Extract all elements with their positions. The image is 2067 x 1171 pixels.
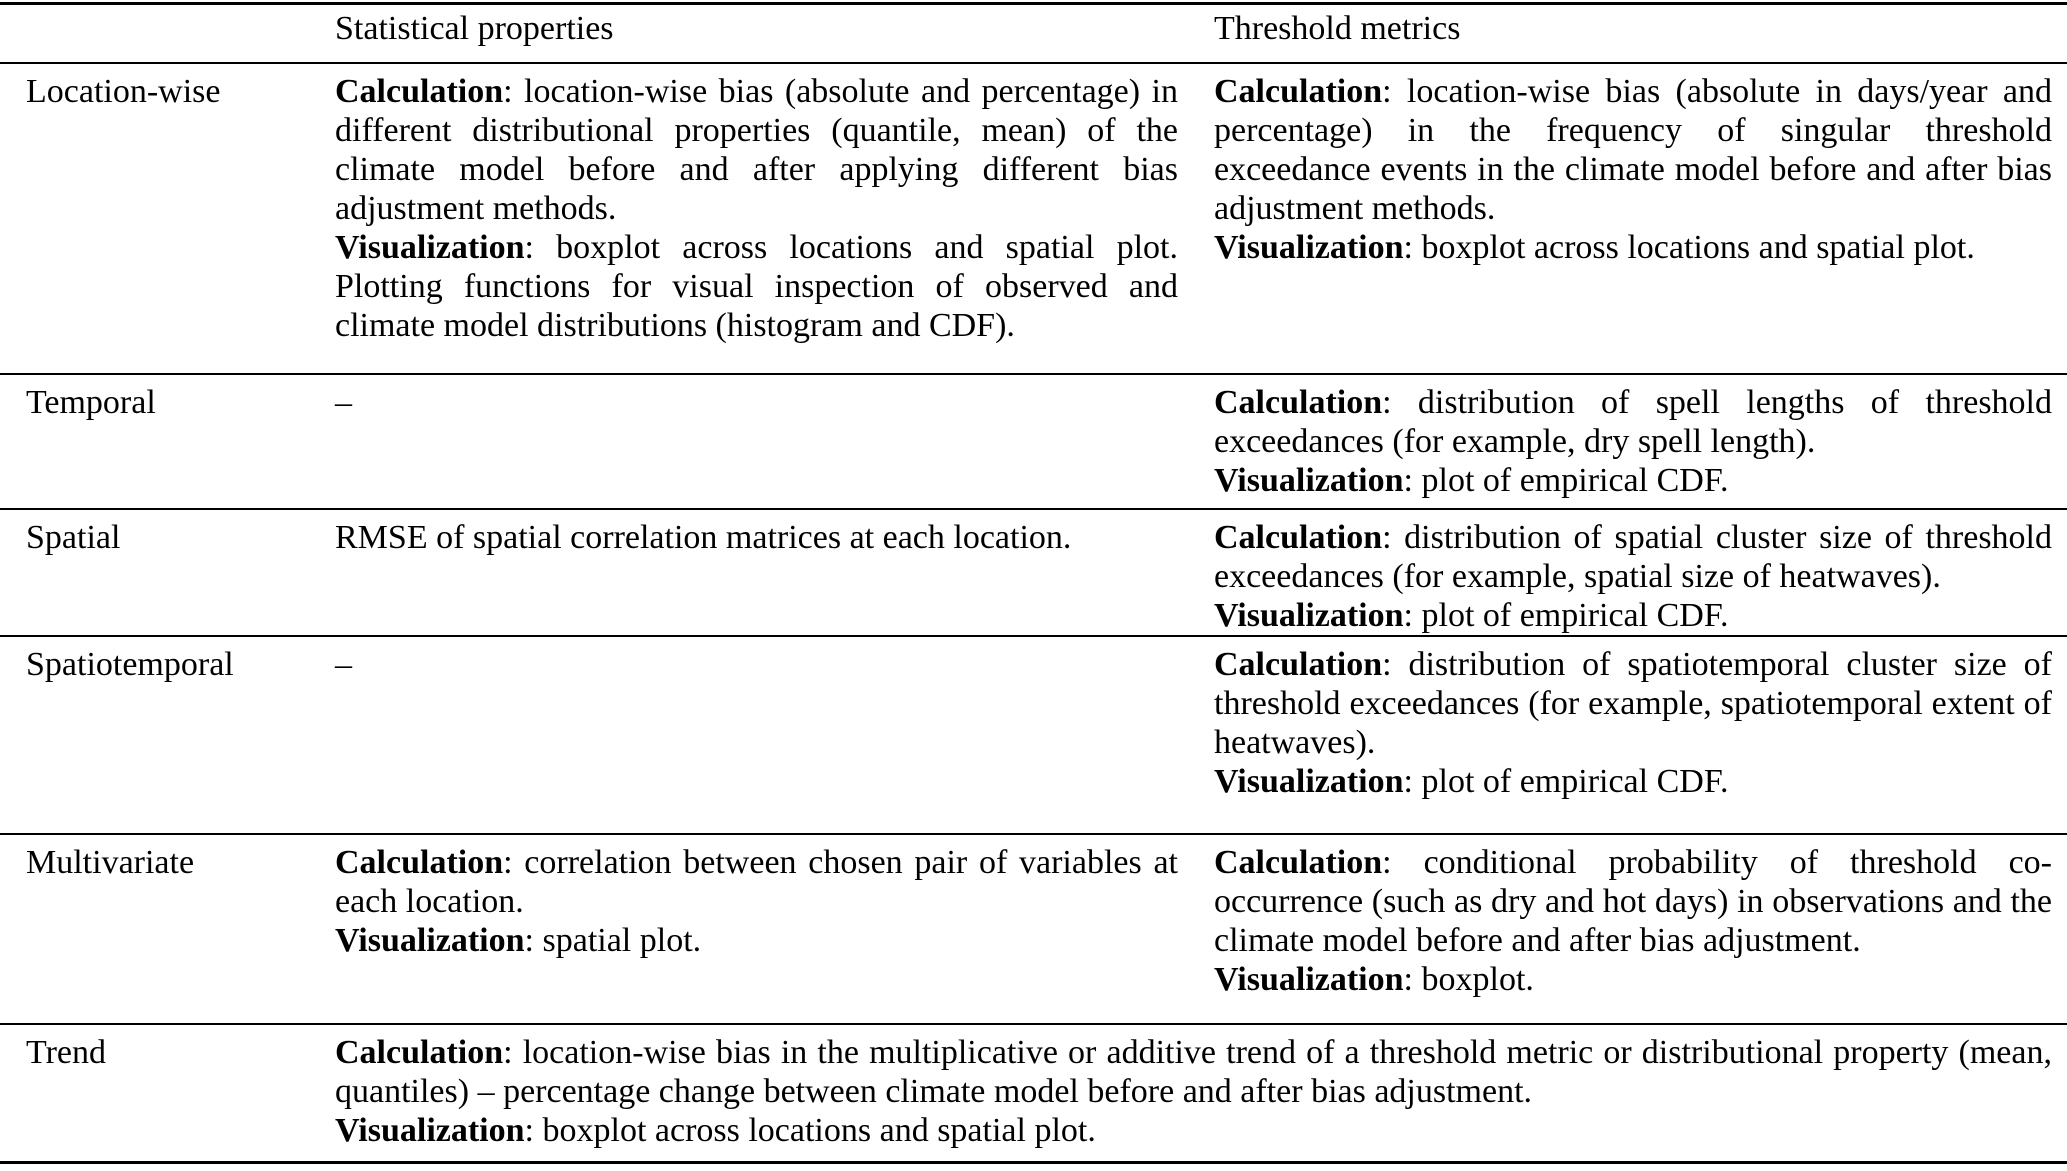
- paragraph-label: Visualization: [1214, 228, 1404, 266]
- combined-cell: [335, 1024, 2067, 1163]
- table-body: [0, 63, 2067, 1163]
- header-statistical-properties: Statistical properties: [335, 10, 614, 47]
- paragraph-label: Calculation: [1214, 383, 1383, 421]
- cell-paragraph: Visualization: plot of empirical CDF.: [1214, 762, 1729, 800]
- paragraph-label: Calculation: [1214, 843, 1383, 881]
- paragraph-label: Visualization: [335, 921, 525, 959]
- row-label: Trend: [26, 1033, 106, 1071]
- row-label: Location-wise: [26, 72, 221, 110]
- cell-paragraph: –: [335, 645, 352, 683]
- cell-paragraph: Calculation: location-wise bias (absolute in days/year and percentage) in the frequency of singular threshold exceedance events in the climate model before and after bias adjustment methods.: [1214, 72, 2052, 227]
- statistical-cell: [335, 636, 1196, 834]
- cell-paragraph: Calculation: distribution of spatiotemporal cluster size of threshold exceedances (for example, spatiotemporal extent of heatwaves).: [1214, 645, 2052, 761]
- paragraph-label: Calculation: [1214, 518, 1383, 556]
- table-row: [0, 636, 2067, 834]
- table-row: [0, 1024, 2067, 1163]
- cell-paragraph: Calculation: conditional probability of threshold co-occurrence (such as dry and hot days) in observations and the climate model before and after bias adjustment.: [1214, 843, 2052, 959]
- statistical-cell: [335, 509, 1196, 636]
- row-label: Temporal: [26, 383, 156, 421]
- paragraph-label: Visualization: [335, 228, 525, 266]
- cell-paragraph: Visualization: boxplot across locations and spatial plot.: [1214, 228, 1975, 266]
- threshold-cell: [1196, 63, 2067, 374]
- table-row: [0, 834, 2067, 1024]
- paragraph-label: Calculation: [335, 1033, 504, 1071]
- threshold-cell: [1196, 636, 2067, 834]
- threshold-cell: [1196, 834, 2067, 1024]
- cell-paragraph: Visualization: plot of empirical CDF.: [1214, 461, 1729, 499]
- paragraph-label: Visualization: [1214, 461, 1404, 499]
- cell-paragraph: Calculation: distribution of spatial cluster size of threshold exceedances (for example, spatial size of heatwaves).: [1214, 518, 2052, 595]
- evaluation-metrics-table: [0, 2, 2067, 1164]
- header-row: [0, 4, 2067, 63]
- header-threshold-metrics: Threshold metrics: [1214, 10, 1461, 47]
- paragraph-label: Visualization: [1214, 762, 1404, 800]
- cell-paragraph: Visualization: plot of empirical CDF.: [1214, 596, 1729, 634]
- statistical-cell: [335, 374, 1196, 509]
- cell-paragraph: –: [335, 383, 352, 421]
- cell-paragraph: RMSE of spatial correlation matrices at each location.: [335, 518, 1072, 556]
- table-row: [0, 374, 2067, 509]
- row-label: Spatial: [26, 518, 121, 556]
- threshold-cell: [1196, 374, 2067, 509]
- paragraph-label: Calculation: [1214, 645, 1383, 683]
- paragraph-label: Visualization: [1214, 960, 1404, 998]
- table-row: [0, 63, 2067, 374]
- cell-paragraph: Visualization: boxplot across locations and spatial plot.: [335, 1111, 1096, 1149]
- cell-paragraph: Calculation: distribution of spell lengths of threshold exceedances (for example, dry spell length).: [1214, 383, 2052, 460]
- paragraph-label: Calculation: [335, 72, 504, 110]
- statistical-cell: [335, 63, 1196, 374]
- paragraph-label: Calculation: [335, 843, 504, 881]
- row-label: Spatiotemporal: [26, 645, 234, 683]
- cell-paragraph: Visualization: boxplot across locations and spatial plot. Plotting functions for visual inspection of observed and climate model distributions (histogram and CDF).: [335, 228, 1178, 344]
- cell-paragraph: Visualization: boxplot.: [1214, 960, 1534, 998]
- header-row-label-column: [0, 4, 335, 63]
- paragraph-label: Visualization: [335, 1111, 525, 1149]
- threshold-cell: [1196, 509, 2067, 636]
- cell-paragraph: Calculation: location-wise bias (absolute and percentage) in different distributional properties (quantile, mean) of the climate model before and after applying different bias adjustment methods.: [335, 72, 1178, 227]
- cell-paragraph: Calculation: correlation between chosen pair of variables at each location.: [335, 843, 1178, 920]
- cell-paragraph: Calculation: location-wise bias in the multiplicative or additive trend of a threshold metric or distributional property (mean, quantiles) – percentage change between climate model before and after bias adjustment.: [335, 1033, 2052, 1110]
- paragraph-label: Calculation: [1214, 72, 1383, 110]
- statistical-cell: [335, 834, 1196, 1024]
- row-label: Multivariate: [26, 843, 195, 881]
- paragraph-label: Visualization: [1214, 596, 1404, 634]
- table-row: [0, 509, 2067, 636]
- cell-paragraph: Visualization: spatial plot.: [335, 921, 702, 959]
